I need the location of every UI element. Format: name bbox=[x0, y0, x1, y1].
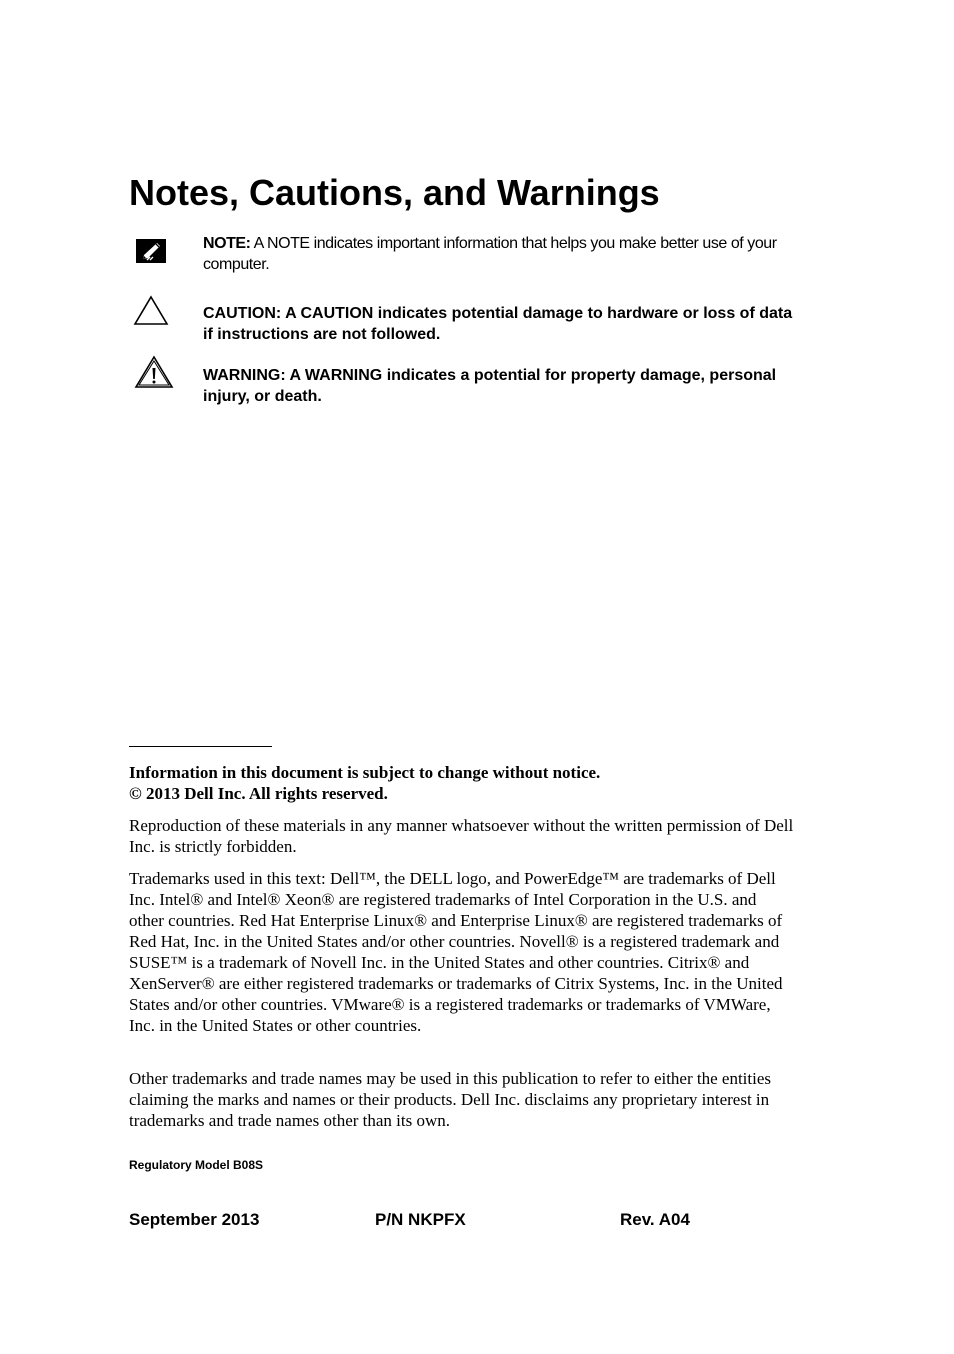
regulatory-model: Regulatory Model B08S bbox=[129, 1158, 264, 1172]
change-notice bbox=[129, 762, 809, 804]
warning-text: WARNING: A WARNING indicates a potential for property damage, personal injury, or death. bbox=[203, 367, 777, 405]
footnote-divider bbox=[129, 746, 272, 747]
footer-date: September 2013 bbox=[129, 1210, 260, 1229]
page-title: Notes, Cautions, and Warnings bbox=[129, 172, 660, 213]
note-pencil-icon bbox=[132, 233, 174, 275]
note-text bbox=[203, 233, 803, 275]
reproduction-paragraph: Reproduction of these materials in any manner whatsoever without the written permission of Dell Inc. is strictly forbidden. bbox=[129, 816, 794, 856]
footer-revision: Rev. A04 bbox=[620, 1210, 690, 1229]
note-label: NOTE: bbox=[203, 235, 251, 252]
caution-triangle-icon bbox=[132, 294, 174, 336]
warning-triangle-icon bbox=[132, 353, 174, 395]
caution-text: CAUTION: A CAUTION indicates potential damage to hardware or loss of data if instructions are not followed. bbox=[203, 305, 793, 343]
note-body: A NOTE indicates important information that helps you make better use of your computer. bbox=[203, 235, 777, 273]
footer-part-number: P/N NKPFX bbox=[375, 1210, 466, 1229]
change-notice-line: Information in this document is subject to change without notice. bbox=[129, 763, 601, 782]
other-trademarks-paragraph: Other trademarks and trade names may be used in this publication to refer to either the entities claiming the marks and names or their products. Dell Inc. disclaims any proprietary interest in trademarks and trade names other than its own. bbox=[129, 1069, 772, 1130]
copyright-line: © 2013 Dell Inc. All rights reserved. bbox=[129, 784, 388, 803]
trademarks-paragraph: Trademarks used in this text: Dell™, the DELL logo, and PowerEdge™ are trademarks of Dell Inc. Intel® and Intel® Xeon® are registered trademarks of Intel Corporation in the U.S. and other countries. Red Hat Enterprise Linux® and Enterprise Linux® are registered trademarks of Red Hat, Inc. in the United States and/or other countries. Novell® is a registered trademark and SUSE™ is a trademark of Novell Inc. in the United States and other countries. Citrix® and XenServer® are either registered trademarks or trademarks of Citrix Systems, Inc. in the United States and/or other countries. VMware® is a registered trademarks or trademarks of VMWare, Inc. in the United States or other countries. bbox=[129, 869, 783, 1035]
